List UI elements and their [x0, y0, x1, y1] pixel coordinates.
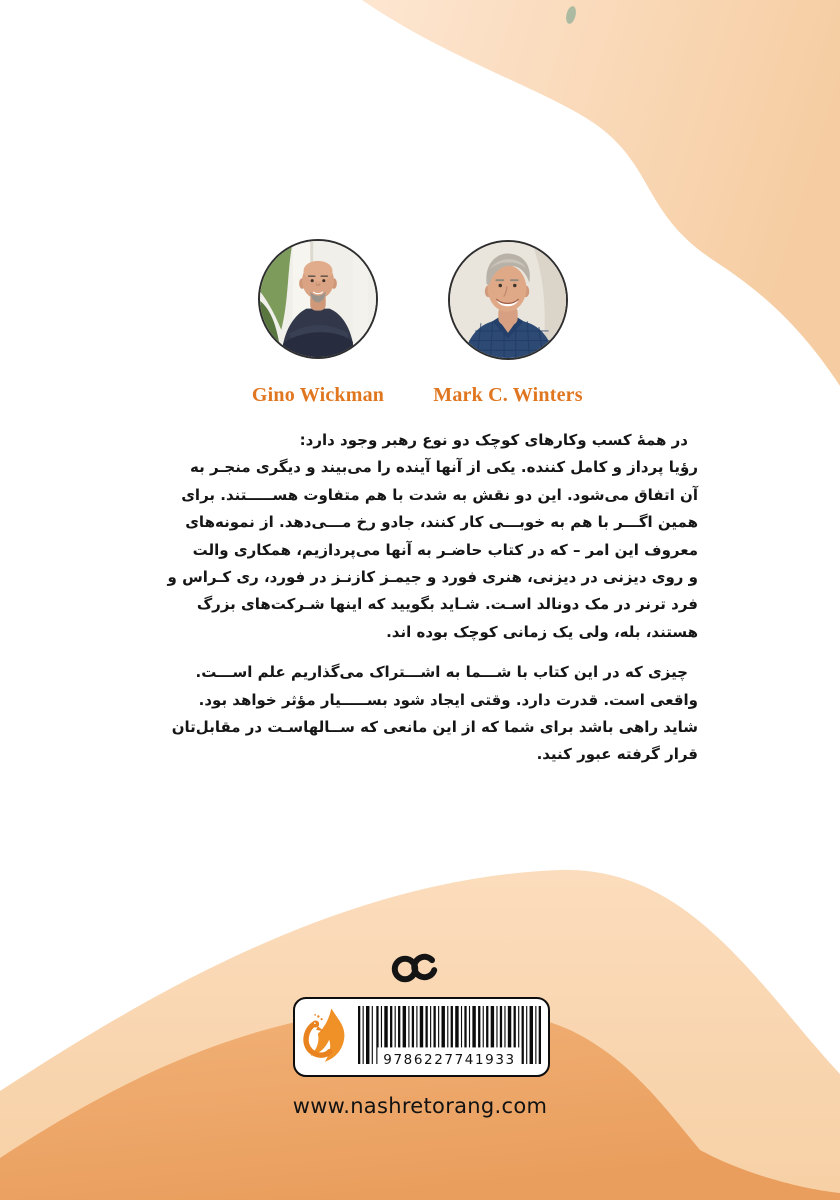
- isbn-number: 9786227741933: [379, 1052, 519, 1068]
- mark-portrait: [448, 240, 568, 360]
- paragraph-2: [138, 659, 698, 769]
- text-line: قرار گرفته عبور کنید.: [536, 745, 698, 764]
- text-line: آن اتفاق می‌شود. این دو نقش به شدت با هم متفاوت هســـــتند. برای: [181, 485, 698, 504]
- back-cover-text: [138, 427, 698, 769]
- torang-phoenix-logo-icon: [300, 1005, 354, 1069]
- text-line: رؤیا پرداز و کامل کننده. یکی از آنها آینده را می‌بیند و دیگری منجـر به: [190, 458, 698, 477]
- author-name-gino: Gino Wickman: [251, 384, 385, 406]
- paragraph-1: [138, 427, 698, 646]
- text-line: همین اگـــر با هم به خوبـــی کار کنند، جادو رخ مـــی‌دهد. از نمونه‌های: [185, 513, 698, 532]
- text-line: فرد ترنر در مک دونالد اسـت. شـاید بگویید که اینها شـرکت‌های بزرگ: [196, 595, 698, 614]
- text-line: شاید راهی باشد برای شما که از این مانعی که ســالهاسـت در مقابل‌تان: [171, 718, 698, 737]
- gino-portrait: [258, 239, 378, 359]
- author-name-mark: Mark C. Winters: [433, 384, 583, 406]
- text-line: در همهٔ کسب وکارهای کوچک دو نوع رهبر وجود دارد:: [299, 431, 688, 449]
- text-line: و روی دیزنی در دیزنی، هنری فورد و جیمـز کازنـز در فورد، ری کـراس و: [167, 568, 698, 587]
- text-line: واقعی است. قدرت دارد. وقتی ایجاد شود بســـــیار مؤثر خواهد بود.: [198, 690, 698, 709]
- barcode: [358, 1006, 541, 1068]
- barcode-plate: [293, 997, 550, 1077]
- text-line: هستند، بله، ولی یک زمانی کوچک بوده اند.: [386, 622, 698, 641]
- publisher-website: www.nashretorang.com: [292, 1094, 548, 1118]
- infinity-icon: [391, 949, 441, 987]
- text-line: معروف این امر – که در کتاب حاضـر به آنها می‌پردازیم، همکاری والت: [192, 540, 698, 559]
- top-right-wave: [362, 0, 840, 386]
- text-line: چیزی که در این کتاب با شـــما به اشـــتراک می‌گذاریم علم اســـت.: [195, 663, 688, 682]
